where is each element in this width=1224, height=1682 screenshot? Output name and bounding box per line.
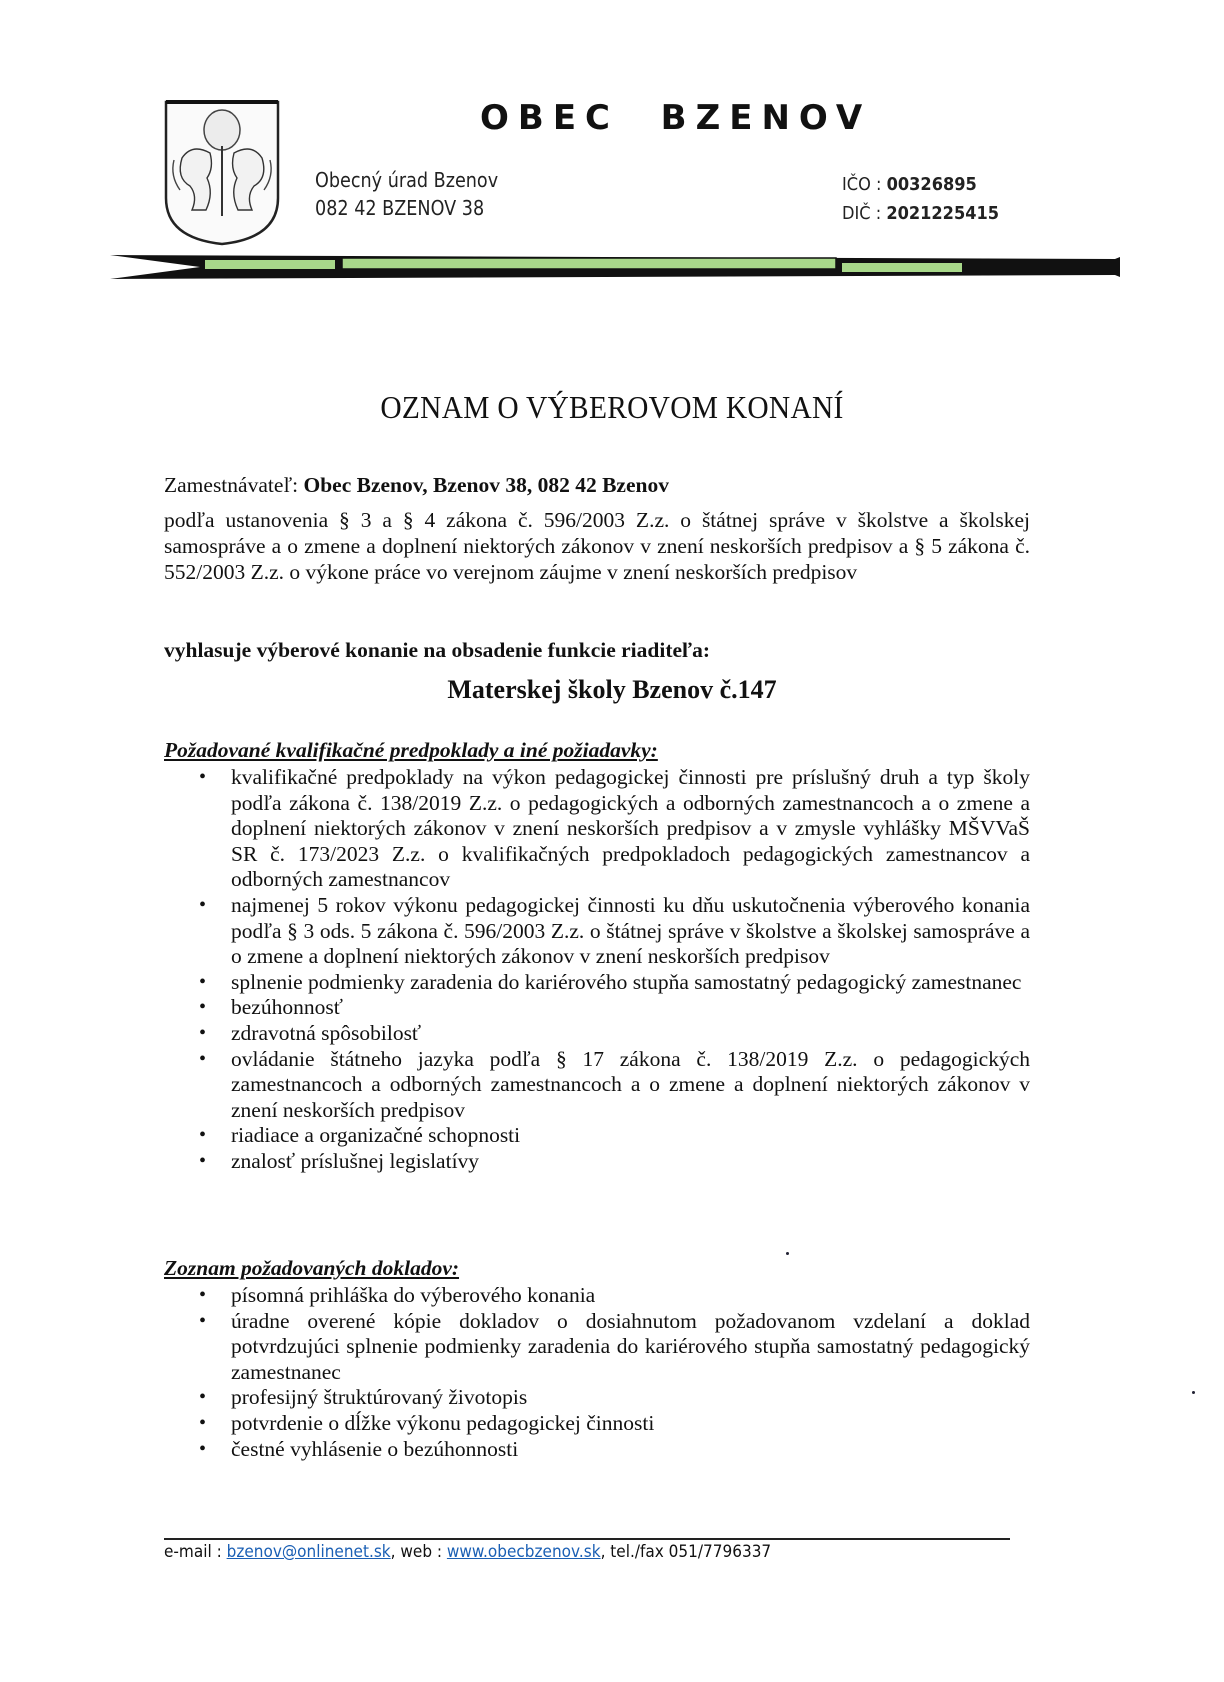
bullet-icon: •: [199, 1284, 207, 1306]
list-item: • potvrdenie o dĺžke výkonu pedagogickej činnosti: [199, 1410, 655, 1435]
list-item: • kvalifikačné predpoklady na výkon pedagogickej činnosti pre príslušný druh a typ školy podľa zákona č. 138/2019 Z.z. o pedagogických a odborných zamestnancoch a o zmene a doplnení niektorých zákonov v znení neskorších predpisov a v zmysle vyhlášky MŠVVaŠ SR č. 173/2023 Z.z. o kvalifikačných predpokladoch pedagogických zamestnancov a odborných zamestnancov: [199, 765, 1030, 892]
requirements-heading: Požadované kvalifikačné predpoklady a iné požiadavky:: [164, 738, 658, 762]
bullet-icon: •: [199, 1149, 207, 1172]
dic-line: [842, 199, 999, 228]
documents-heading: Zoznam požadovaných dokladov:: [164, 1256, 460, 1280]
list-item: • zdravotná spôsobilosť: [199, 1020, 422, 1045]
legal-basis: podľa ustanovenia § 3 a § 4 zákona č. 596/2003 Z.z. o štátnej správe v školstve a školskej samospráve a o zmene a doplnení niektorých zákonov v znení neskorších predpisov a § 5 zákona č. 552/2003 Z.z. o výkone práce vo verejnom záujme v znení neskorších predpisov: [164, 508, 1030, 584]
dic-value: 2021225415: [886, 203, 1000, 224]
announcement: vyhlasuje výberové konanie na obsadenie funkcie riaditeľa:: [164, 638, 711, 662]
list-item: • písomná prihláška do výberového konania: [199, 1283, 596, 1307]
bullet-icon: •: [199, 1386, 207, 1409]
organization-name: OBEC BZENOV: [480, 98, 872, 138]
employer-line: [164, 472, 1030, 498]
document-title: OZNAM O VÝBEROVOM KONANÍ: [380, 389, 844, 425]
bullet-icon: •: [199, 1021, 207, 1044]
email-link[interactable]: bzenov@onlinenet.sk: [226, 1542, 391, 1562]
company-ids: [842, 170, 999, 228]
ico-value: 00326895: [886, 174, 977, 195]
bullet-icon: •: [199, 1124, 207, 1147]
bullet-icon: •: [199, 996, 207, 1019]
list-item: • profesijný štruktúrovaný životopis: [199, 1385, 528, 1410]
office-postal-address: 082 42 BZENOV 38: [315, 196, 485, 220]
list-item: • splnenie podmienky zaradenia do kariérového stupňa samostatný pedagogický zamestnanec: [199, 969, 1022, 994]
dic-label: DIČ :: [842, 203, 887, 224]
list-item: • riadiace a organizačné schopnosti: [199, 1123, 521, 1148]
web-label: , web :: [390, 1542, 447, 1562]
list-item: • najmenej 5 rokov výkonu pedagogickej činnosti ku dňu uskutočnenia výberového konania podľa § 3 ods. 5 zákona č. 596/2003 Z.z. o štátnej správe v školstve a školskej samospráve a o zmene a doplnení niektorých zákonov v znení neskorších predpisov: [199, 892, 1030, 969]
employer-value: Obec Bzenov, Bzenov 38, 082 42 Bzenov: [303, 473, 669, 497]
documents-list: [164, 1283, 1030, 1462]
bullet-icon: •: [199, 1437, 207, 1460]
ico-line: [842, 170, 999, 199]
scan-speck: [786, 1252, 789, 1255]
letterhead-divider: [110, 253, 1120, 283]
school-name: Materskej školy Bzenov č.147: [447, 675, 777, 704]
office-address: [315, 166, 498, 222]
web-link[interactable]: www.obecbzenov.sk: [446, 1542, 601, 1562]
phone-fax: , tel./fax 051/7796337: [600, 1542, 772, 1562]
employer-label: Zamestnávateľ:: [164, 473, 304, 497]
list-item: • úradne overené kópie dokladov o dosiahnutom požadovanom vzdelaní a doklad potvrdzujúci splnenie podmienky zaradenia do kariérového stupňa samostatný pedagogický zamestnanec: [199, 1308, 1030, 1384]
requirements-list: [164, 765, 1030, 1175]
scan-speck: [1192, 1391, 1195, 1394]
bullet-icon: •: [199, 970, 207, 993]
email-label: e-mail :: [164, 1542, 227, 1562]
footer-contact: [164, 1542, 771, 1562]
coat-of-arms-icon: [162, 98, 282, 248]
list-item: • čestné vyhlásenie o bezúhonnosti: [199, 1436, 519, 1461]
office-name: Obecný úrad Bzenov: [315, 168, 499, 192]
list-item: • znalosť príslušnej legislatívy: [199, 1148, 480, 1173]
ico-label: IČO :: [842, 174, 887, 195]
bullet-icon: •: [199, 1309, 207, 1332]
footer-divider: [164, 1538, 1010, 1540]
bullet-icon: •: [199, 1411, 207, 1434]
bullet-icon: •: [199, 766, 207, 788]
list-item: • ovládanie štátneho jazyka podľa § 17 zákona č. 138/2019 Z.z. o pedagogických zamestnancoch a odborných zamestnancoch a o zmene a doplnení niektorých zákonov v znení neskorších predpisov: [199, 1046, 1030, 1122]
bullet-icon: •: [199, 893, 207, 916]
bullet-icon: •: [199, 1047, 207, 1070]
list-item: • bezúhonnosť: [199, 995, 343, 1020]
